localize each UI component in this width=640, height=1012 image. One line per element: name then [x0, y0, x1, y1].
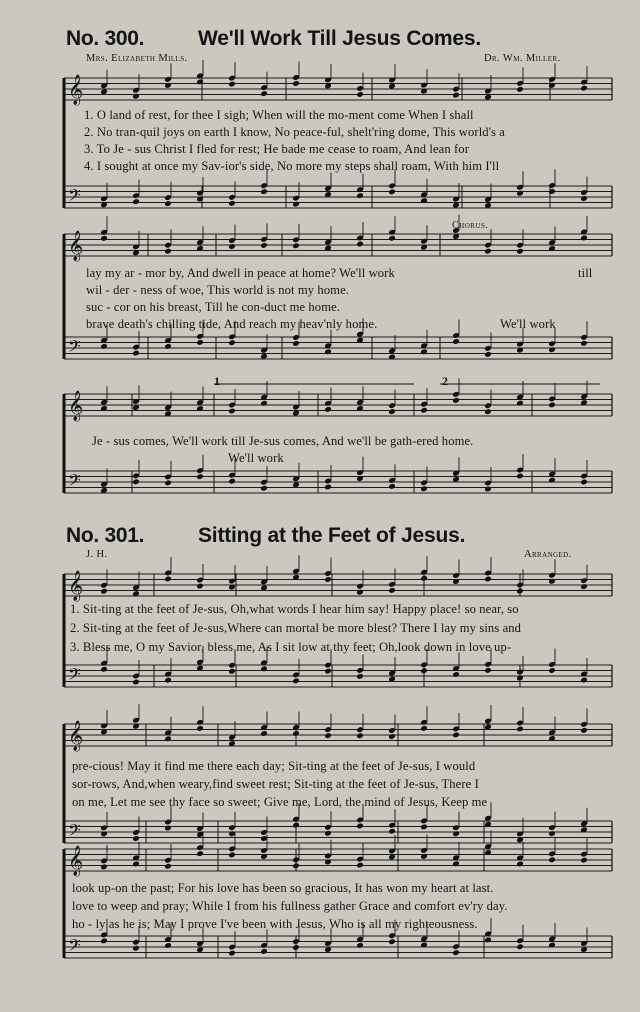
h300-sys2-bass-note — [580, 340, 588, 347]
h300-sys1-bass-note — [420, 197, 428, 204]
h301-sys1-bass-note — [164, 677, 172, 684]
h300-sys1-bass-clef-icon: 𝄢 — [68, 185, 81, 209]
hymn-301-verse-1-line-3: look up-on the past; For his love has been so gracious, It has won my heart at last. — [72, 881, 494, 895]
h300-sys1-treble-note — [292, 80, 300, 87]
h300-sys2-bass-note — [132, 350, 140, 357]
h300-sys1-bass-note — [548, 188, 556, 195]
h301-sys1-treble-note — [516, 588, 524, 595]
h301-sys2-treble-note — [580, 727, 588, 734]
h301-sys3-bass-note — [228, 950, 236, 957]
h300-sys2-bass-note — [100, 343, 108, 350]
h301-sys1-bass-note — [580, 677, 588, 684]
hymn-301-verse-2-line-1: 2. Sit-ting at the feet of Je-sus,Where can mortal be more blest? There I lay my sins and — [70, 621, 522, 635]
hymn-300-chorus-label: Chorus. — [452, 220, 489, 231]
hymn-300-verse-3-line-2: suc - cor on his breast, Till he con-duct me home. — [86, 300, 341, 314]
h300-sys1-treble-note — [132, 93, 140, 100]
h300-sys2-treble-note — [580, 235, 588, 242]
h301-sys2-bass-note — [164, 825, 172, 832]
h300-sys3-bass-note — [164, 480, 172, 487]
hymn-300-verse-1-line-2: lay my ar - mor by, And dwell in peace at home? We'll work — [86, 266, 395, 280]
h301-sys2-bass-note — [388, 828, 396, 835]
hymn-301-verse-3-line-3: ho - ly as he is; May I prove I've been with Jesus, Who is all my righteousness. — [72, 917, 478, 931]
h301-sys1-treble-clef-icon: 𝄞 — [68, 571, 84, 601]
h301-sys2-treble-note — [420, 725, 428, 732]
h301-sys3-bass-note — [164, 942, 172, 949]
h300-sys3-bass-note — [324, 484, 332, 491]
h300-sys1-treble-note — [516, 86, 524, 93]
h300-sys3-bass-note — [516, 473, 524, 480]
h300-sys3-treble-note — [484, 408, 492, 415]
h301-sys1-treble-note — [420, 575, 428, 582]
h301-sys3-treble-note — [132, 861, 140, 868]
h301-sys2-bass-clef-icon: 𝄢 — [68, 820, 81, 844]
hymn-300-verse-4-line-2: brave death's chilling tide, And reach my heav'nly home. — [86, 317, 378, 331]
h301-sys2-treble-note — [388, 733, 396, 740]
h300-sys3-bass-note — [388, 483, 396, 490]
h301-sys3-treble-note — [196, 850, 204, 857]
h300-sys2-treble-note — [260, 242, 268, 249]
hymn-301-title: Sitting at the Feet of Jesus. — [198, 524, 466, 547]
hymn-301-verse-3-line-2: on me, Let me see thy face so sweet; Give me, Lord, the mind of Jesus, Keep me — [72, 795, 488, 809]
h300-sys2-treble-note — [356, 241, 364, 248]
h301-sys1-treble-note — [548, 578, 556, 585]
h301-sys1-treble-note — [580, 583, 588, 590]
hymn-301-verse-3-line-1: 3. Bless me, O my Savior, bless me, As I sit low at thy feet; Oh,look down in love up- — [70, 640, 512, 654]
h301-sys1-bass-note — [484, 667, 492, 674]
h301-sys2-treble-note — [164, 735, 172, 742]
h300-sys2-treble-note — [516, 248, 524, 255]
h301-sys3-bass-note — [388, 938, 396, 945]
hymn-301-words-credit: J. H. — [86, 549, 108, 560]
h300-sys3-treble-clef-icon: 𝄞 — [68, 391, 84, 421]
h301-sys1-treble-note — [484, 576, 492, 583]
h300-sys2-treble-note — [100, 235, 108, 242]
h300-sys2-bass-note — [484, 351, 492, 358]
hymn-301-verse-1-line-2: pre-cious! May it find me there each day; Sit-ting at the feet of Je-sus, I would — [72, 759, 476, 773]
h301-sys2-treble-note — [452, 731, 460, 738]
h301-sys3-treble-note — [516, 860, 524, 867]
hymn-300-chorus-till: till — [578, 266, 593, 280]
h300-sys2-bass-note — [324, 348, 332, 355]
h301-sys1-treble-note — [324, 576, 332, 583]
h300-sys2-bass-note — [196, 339, 204, 346]
h301-sys3-bass-note — [484, 937, 492, 944]
h301-sys1-treble-note — [196, 583, 204, 590]
h301-sys1-treble-note — [356, 589, 364, 596]
h300-sys1-treble-note — [164, 82, 172, 89]
first-ending-number: 1 — [214, 374, 220, 388]
h300-sys3-bass-clef-icon: 𝄢 — [68, 470, 81, 494]
h300-sys1-treble-note — [452, 92, 460, 99]
h301-sys3-treble-note — [452, 860, 460, 867]
h301-sys3-bass-note — [356, 942, 364, 949]
hymn-300-verse-2-line-2: wil - der - ness of woe, This world is not my home. — [86, 283, 350, 297]
h301-sys2-bass-note — [548, 830, 556, 837]
h300-sys1-bass-note — [292, 201, 300, 208]
h301-sys2-bass-note — [100, 831, 108, 838]
h301-sys2-treble-note — [356, 732, 364, 739]
h301-sys3-treble-note — [356, 862, 364, 869]
hymn-300-verse-1-line-1: 1. O land of rest, for thee I sigh; When will the mo-ment come When I shall — [84, 108, 474, 122]
h300-sys2-treble-note — [484, 248, 492, 255]
h301-sys3-treble-note — [100, 864, 108, 871]
h300-sys2-treble-note — [292, 242, 300, 249]
h300-sys1-treble-note — [196, 79, 204, 86]
h300-sys1-bass-note — [388, 188, 396, 195]
h300-sys3-treble-note — [324, 406, 332, 413]
h301-sys3-bass-note — [516, 943, 524, 950]
h300-sys3-bass-note — [260, 485, 268, 492]
h300-sys3-bass-note — [196, 473, 204, 480]
h300-sys3-treble-note — [548, 402, 556, 409]
h300-sys3-treble-note — [260, 400, 268, 407]
h301-sys2-bass-note — [324, 830, 332, 837]
h300-sys2-treble-clef-icon: 𝄞 — [68, 231, 84, 261]
h301-sys1-bass-note — [292, 678, 300, 685]
h300-sys1-bass-note — [580, 195, 588, 202]
h301-sys3-bass-note — [100, 938, 108, 945]
h301-sys3-bass-clef-icon: 𝄢 — [68, 935, 81, 959]
h301-sys2-treble-note — [196, 725, 204, 732]
second-ending-number: 2 — [442, 374, 448, 388]
hymn-301-verse-2-line-2: sor-rows, And,when weary,find sweet rest; Sit-ting at the feet of Je-sus, There I — [72, 777, 479, 791]
h300-sys1-bass-note — [228, 200, 236, 207]
h301-sys3-treble-note — [548, 856, 556, 863]
h301-sys3-treble-note — [164, 863, 172, 870]
hymn-301-music-credit: Arranged. — [524, 549, 572, 560]
h300-sys3-treble-note — [420, 407, 428, 414]
hymn-300-title: We'll Work Till Jesus Comes. — [198, 27, 481, 50]
h301-sys3-bass-note — [292, 944, 300, 951]
h301-sys1-bass-note — [548, 667, 556, 674]
h300-sys1-bass-note — [132, 198, 140, 205]
h301-sys1-bass-note — [260, 665, 268, 672]
h300-sys2-bass-note — [228, 339, 236, 346]
h301-sys2-treble-clef-icon: 𝄞 — [68, 721, 84, 751]
hymn-300-chorus-line: Je - sus comes, We'll work till Je-sus comes, And we'll be gath-ered home. — [92, 434, 474, 448]
h300-sys1-treble-note — [260, 90, 268, 97]
hymn-300-music-credit: Dr. Wm. Miller. — [484, 53, 561, 64]
h300-sys1-treble-clef-icon: 𝄞 — [68, 75, 84, 105]
hymn-300-verse-2-line-1: 2. No tran-quil joys on earth I know, No peace-ful, shelt'ring dome, This world's a — [84, 125, 505, 139]
h301-sys1-bass-clef-icon: 𝄢 — [68, 664, 81, 688]
h300-sys2-bass-note — [420, 348, 428, 355]
hymn-300-words-credit: Mrs. Elizabeth Mills. — [86, 53, 188, 64]
h300-sys2-treble-note — [164, 248, 172, 255]
h300-sys1-bass-note — [260, 188, 268, 195]
h300-sys2-bass-clef-icon: 𝄢 — [68, 336, 81, 360]
h300-sys3-bass-note — [580, 479, 588, 486]
h301-sys2-treble-note — [516, 726, 524, 733]
h301-sys1-bass-note — [324, 668, 332, 675]
h301-sys1-treble-note — [164, 576, 172, 583]
hymn-301-verse-1-line-1: 1. Sit-ting at the feet of Je-sus, Oh,what words I hear him say! Happy place! so near, so — [70, 602, 519, 616]
h300-sys1-bass-note — [164, 200, 172, 207]
h300-sys2-treble-note — [388, 235, 396, 242]
h301-sys3-treble-note — [292, 862, 300, 869]
h301-sys2-bass-note — [356, 823, 364, 830]
h301-sys2-bass-note — [132, 835, 140, 842]
h301-sys3-bass-note — [452, 949, 460, 956]
h300-sys1-bass-note — [516, 190, 524, 197]
h300-sys2-bass-note — [548, 346, 556, 353]
hymn-300-verse-4-line-1: 4. I sought at once my Sav-ior's side, No more my steps shall roam, With him I'll — [84, 159, 500, 173]
h301-sys1-bass-note — [356, 673, 364, 680]
h301-sys1-bass-note — [228, 668, 236, 675]
h301-sys2-treble-note — [324, 732, 332, 739]
h301-sys1-bass-note — [132, 679, 140, 686]
h301-sys2-treble-note — [260, 730, 268, 737]
h301-sys1-bass-note — [420, 667, 428, 674]
h301-sys1-bass-note — [452, 671, 460, 678]
h300-sys3-treble-note — [228, 408, 236, 415]
h300-sys3-bass-note — [228, 478, 236, 485]
h300-sys3-bass-note — [420, 485, 428, 492]
hymn-300-verse-3-line-1: 3. To Je - sus Christ I fled for rest; He bade me cease to roam, And lean for — [84, 142, 469, 156]
h300-sys2-bass-note — [452, 338, 460, 345]
h300-sys1-treble-note — [580, 85, 588, 92]
h300-sys3-bass-note — [132, 478, 140, 485]
h301-sys2-treble-note — [292, 730, 300, 737]
h301-sys3-treble-note — [228, 852, 236, 859]
h300-sys3-treble-note — [388, 408, 396, 415]
hymn-300-chorus-alto-part: We'll work — [500, 317, 556, 331]
h301-sys3-bass-note — [132, 945, 140, 952]
h301-sys2-bass-note — [452, 830, 460, 837]
h301-sys3-bass-note — [260, 948, 268, 955]
h300-sys3-bass-note — [484, 486, 492, 493]
h301-sys1-treble-note — [388, 587, 396, 594]
h301-sys2-bass-note — [420, 824, 428, 831]
h300-sys1-treble-note — [228, 81, 236, 88]
hymn-300-number: No. 300. — [66, 27, 145, 50]
h300-sys2-bass-note — [164, 343, 172, 350]
hymn-300-chorus-alto-line: We'll work — [228, 451, 284, 465]
h300-sys1-bass-note — [356, 192, 364, 199]
h300-sys1-treble-note — [548, 82, 556, 89]
h300-sys2-treble-note — [228, 243, 236, 250]
h301-sys3-treble-clef-icon: 𝄞 — [68, 846, 84, 876]
hymn-301-number: No. 301. — [66, 524, 145, 547]
h301-sys1-treble-note — [100, 588, 108, 595]
h300-sys3-treble-note — [452, 397, 460, 404]
h301-sys2-bass-note — [292, 822, 300, 829]
h301-sys1-bass-note — [100, 666, 108, 673]
hymn-301-verse-2-line-3: love to weep and pray; While I from his fullness gather Grace and comfort ev'ry day. — [72, 899, 508, 913]
h300-sys1-treble-note — [356, 91, 364, 98]
h301-sys3-treble-note — [580, 857, 588, 864]
h300-sys2-bass-note — [292, 340, 300, 347]
